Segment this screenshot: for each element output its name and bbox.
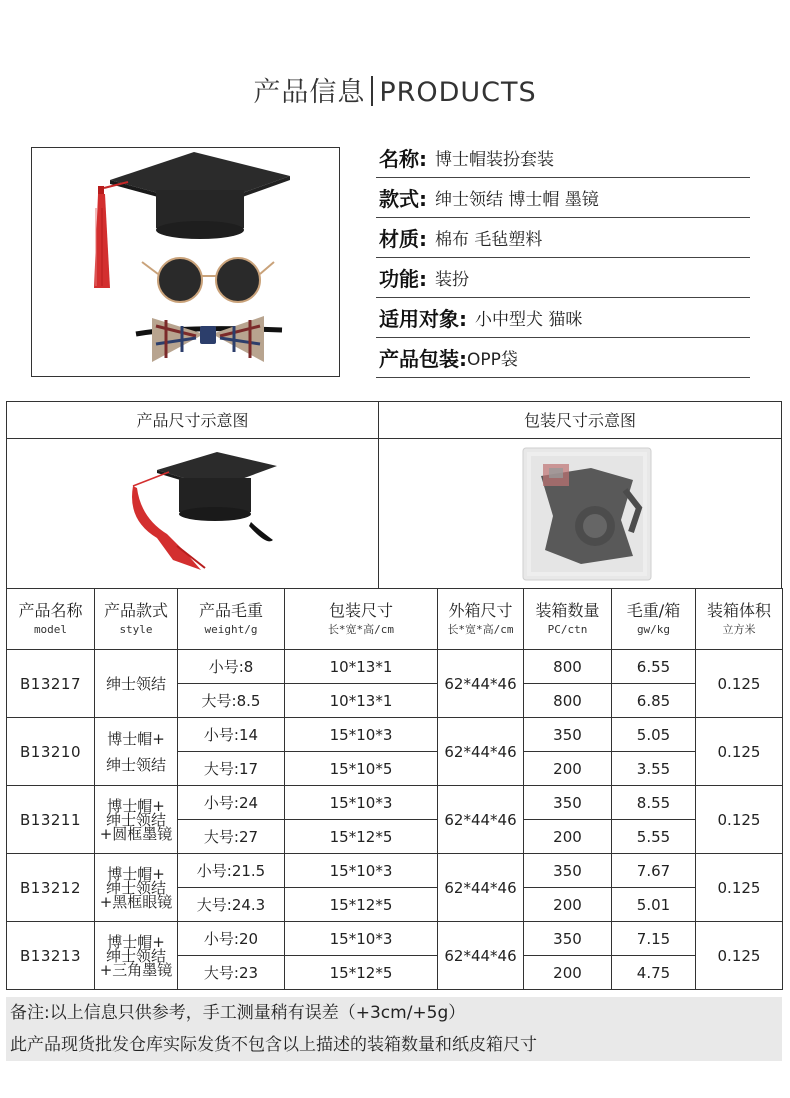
cell-package-large: 15*12*5 bbox=[285, 888, 438, 922]
cell-package-small: 15*10*3 bbox=[285, 922, 438, 956]
info-label: 材质: bbox=[379, 227, 427, 251]
cell-style: 博士帽+ 绅士领结 +圆框墨镜 bbox=[95, 786, 178, 854]
cell-weight-large: 大号:27 bbox=[178, 820, 285, 854]
header-volume: 装箱体积 立方米 bbox=[696, 589, 783, 650]
title-cn: 产品信息 bbox=[253, 77, 366, 108]
cell-style: 博士帽+ 绅士领结 +三角墨镜 bbox=[95, 922, 178, 990]
table-row bbox=[7, 922, 783, 956]
note-shipping: 此产品现货批发仓库实际发货不包含以上描述的装箱数量和纸皮箱尺寸 bbox=[10, 1035, 537, 1055]
cell-box-size: 62*44*46 bbox=[438, 922, 524, 990]
cell-quantity: 350 bbox=[524, 718, 612, 752]
cell-gross-weight: 6.85 bbox=[612, 684, 696, 718]
opp-bag-icon bbox=[523, 448, 651, 580]
cell-weight-large: 大号:17 bbox=[178, 752, 285, 786]
cell-quantity: 800 bbox=[524, 650, 612, 684]
header-style: 产品款式 style bbox=[95, 589, 178, 650]
header-weight: 产品毛重 weight/g bbox=[178, 589, 285, 650]
cell-quantity: 350 bbox=[524, 854, 612, 888]
sunglasses-icon bbox=[142, 258, 274, 302]
cell-gross-weight: 5.01 bbox=[612, 888, 696, 922]
note-disclaimer: 备注:以上信息只供参考，手工测量稍有误差（+3cm/+5g） bbox=[10, 1003, 466, 1023]
cell-package-large: 10*13*1 bbox=[285, 684, 438, 718]
cell-model: B13213 bbox=[7, 922, 95, 990]
info-value: 小中型犬 猫咪 bbox=[475, 310, 583, 330]
header-package-size: 包装尺寸 长*宽*高/cm bbox=[285, 589, 438, 650]
cell-package-small: 15*10*3 bbox=[285, 854, 438, 888]
product-size-diagram-title: 产品尺寸示意图 bbox=[7, 402, 378, 439]
package-size-image bbox=[521, 446, 655, 582]
cell-volume: 0.125 bbox=[696, 854, 783, 922]
info-row-packaging bbox=[376, 338, 750, 378]
table-row bbox=[7, 854, 783, 888]
table-row bbox=[7, 718, 783, 752]
cell-gross-weight: 6.55 bbox=[612, 650, 696, 684]
cell-package-small: 15*10*3 bbox=[285, 786, 438, 820]
product-info-list bbox=[376, 138, 750, 378]
info-value: OPP袋 bbox=[467, 350, 518, 370]
header-gross-weight: 毛重/箱 gw/kg bbox=[612, 589, 696, 650]
cell-weight-small: 小号:8 bbox=[178, 650, 285, 684]
cell-weight-small: 小号:20 bbox=[178, 922, 285, 956]
cell-weight-small: 小号:24 bbox=[178, 786, 285, 820]
cell-quantity: 200 bbox=[524, 956, 612, 990]
info-row-style bbox=[376, 178, 750, 218]
info-label: 名称: bbox=[379, 147, 427, 171]
cell-package-large: 15*12*5 bbox=[285, 820, 438, 854]
cell-box-size: 62*44*46 bbox=[438, 854, 524, 922]
cell-gross-weight: 8.55 bbox=[612, 786, 696, 820]
cell-package-small: 10*13*1 bbox=[285, 650, 438, 684]
cell-model: B13210 bbox=[7, 718, 95, 786]
cell-quantity: 200 bbox=[524, 752, 612, 786]
cell-weight-large: 大号:23 bbox=[178, 956, 285, 990]
product-photo bbox=[31, 147, 340, 377]
cell-volume: 0.125 bbox=[696, 718, 783, 786]
info-row-material bbox=[376, 218, 750, 258]
cell-weight-small: 小号:21.5 bbox=[178, 854, 285, 888]
cell-package-large: 15*12*5 bbox=[285, 956, 438, 990]
cell-gross-weight: 3.55 bbox=[612, 752, 696, 786]
notes-section bbox=[6, 997, 782, 1061]
size-diagram-section bbox=[6, 401, 782, 589]
package-size-diagram-title: 包装尺寸示意图 bbox=[379, 402, 781, 439]
cell-package-large: 15*10*5 bbox=[285, 752, 438, 786]
cell-gross-weight: 5.05 bbox=[612, 718, 696, 752]
cell-volume: 0.125 bbox=[696, 786, 783, 854]
cell-model: B13212 bbox=[7, 854, 95, 922]
cell-quantity: 200 bbox=[524, 888, 612, 922]
cell-style: 博士帽+ 绅士领结 +黑框眼镜 bbox=[95, 854, 178, 922]
cell-gross-weight: 7.67 bbox=[612, 854, 696, 888]
cell-gross-weight: 7.15 bbox=[612, 922, 696, 956]
info-row-target bbox=[376, 298, 750, 338]
info-label: 适用对象: bbox=[379, 307, 467, 331]
table-header-row bbox=[7, 589, 783, 650]
info-label: 产品包装: bbox=[379, 347, 467, 371]
cell-box-size: 62*44*46 bbox=[438, 650, 524, 718]
header-quantity: 装箱数量 PC/ctn bbox=[524, 589, 612, 650]
cell-box-size: 62*44*46 bbox=[438, 786, 524, 854]
diagram-divider bbox=[378, 402, 379, 588]
info-value: 博士帽装扮套装 bbox=[435, 150, 554, 170]
header-model: 产品名称 model bbox=[7, 589, 95, 650]
cell-quantity: 800 bbox=[524, 684, 612, 718]
info-value: 棉布 毛毡塑料 bbox=[435, 230, 543, 250]
cell-style: 博士帽+ 绅士领结 bbox=[95, 718, 178, 786]
cell-weight-small: 小号:14 bbox=[178, 718, 285, 752]
cell-style: 绅士领结 bbox=[95, 650, 178, 718]
cell-box-size: 62*44*46 bbox=[438, 718, 524, 786]
cell-gross-weight: 4.75 bbox=[612, 956, 696, 990]
cell-model: B13211 bbox=[7, 786, 95, 854]
table-row bbox=[7, 786, 783, 820]
product-set-illustration bbox=[32, 148, 339, 376]
cell-volume: 0.125 bbox=[696, 650, 783, 718]
product-size-image bbox=[117, 450, 287, 580]
bow-tie-icon bbox=[136, 316, 282, 362]
page-title bbox=[0, 70, 790, 109]
info-label: 款式: bbox=[379, 187, 427, 211]
title-divider bbox=[371, 76, 373, 106]
info-row-function bbox=[376, 258, 750, 298]
info-label: 功能: bbox=[379, 267, 427, 291]
cell-quantity: 200 bbox=[524, 820, 612, 854]
cell-volume: 0.125 bbox=[696, 922, 783, 990]
cell-weight-large: 大号:8.5 bbox=[178, 684, 285, 718]
table-row bbox=[7, 650, 783, 684]
info-row-name bbox=[376, 138, 750, 178]
info-value: 装扮 bbox=[435, 270, 469, 290]
cell-model: B13217 bbox=[7, 650, 95, 718]
header-box-size: 外箱尺寸 长*宽*高/cm bbox=[438, 589, 524, 650]
cell-quantity: 350 bbox=[524, 922, 612, 956]
cell-package-small: 15*10*3 bbox=[285, 718, 438, 752]
info-value: 绅士领结 博士帽 墨镜 bbox=[435, 190, 599, 210]
cell-quantity: 350 bbox=[524, 786, 612, 820]
cell-weight-large: 大号:24.3 bbox=[178, 888, 285, 922]
cell-gross-weight: 5.55 bbox=[612, 820, 696, 854]
spec-table bbox=[6, 588, 783, 990]
graduation-cap-icon bbox=[132, 452, 277, 570]
title-en: PRODUCTS bbox=[379, 77, 537, 108]
